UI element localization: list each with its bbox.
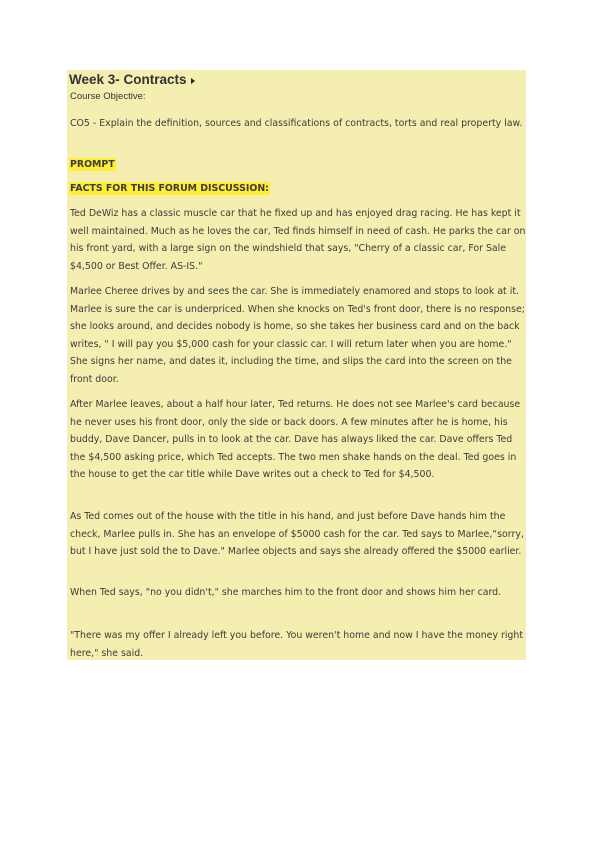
paragraph-5: When Ted says, "no you didn't," she marches him to the front door and shows him her card. [70, 587, 502, 598]
paragraph-4: As Ted comes out of the house with the title in his hand, and just before Dave hands him the check, Marlee pulls in. She has an envelope of $5000 cash for the car. Ted says to Marlee,“sorry, but I have just sold the to Dave." Marlee objects and says she already offered the $5000 earlier. [70, 511, 524, 558]
paragraph-6: "There was my offer I already left you before. You weren't home and now I have the money right here," she said. [70, 630, 524, 659]
page-title-row [69, 70, 199, 88]
course-objective-label: Course Objective: [70, 91, 146, 102]
facts-heading: FACTS FOR THIS FORUM DISCUSSION: [70, 183, 269, 194]
paragraph-1: Ted DeWiz has a classic muscle car that he fixed up and has enjoyed drag racing. He has kept it well maintained. Much as he loves the car, Ted finds himself in need of cash. He parks the car on his front yard, with a large sign on the windshield that says, "Cherry of a classic car, For Sale $4,500 or Best Offer. AS-IS." [70, 208, 526, 272]
paragraph-2: Marlee Cheree drives by and sees the car. She is immediately enamored and stops to look at it. Marlee is sure the car is underpriced. When she knocks on Ted's front door, there is no response; she looks around, and decides nobody is home, so she takes her business card and on the back writes, " I will pay you $5,000 cash for your classic car. I will return later when you are home." She signs her name, and dates it, including the time, and slips the card into the screen on the front door. [70, 286, 525, 385]
page-title: Week 3- Contracts [69, 71, 187, 87]
objective-text: CO5 - Explain the definition, sources and classifications of contracts, torts and real property law. [70, 118, 523, 129]
prompt-heading: PROMPT [70, 159, 115, 170]
expand-arrow-icon[interactable] [191, 78, 195, 84]
paragraph-3: After Marlee leaves, about a half hour later, Ted returns. He does not see Marlee's card because he never uses his front door, only the side or back doors. A few minutes after he is home, his buddy, Dave Dancer, pulls in to look at the car. Dave has always liked the car. Dave offers Ted the $4,500 asking price, which Ted accepts. The two men shake hands on the deal. Ted goes in the house to get the car title while Dave writes out a check to Ted for $4,500. [70, 399, 521, 481]
